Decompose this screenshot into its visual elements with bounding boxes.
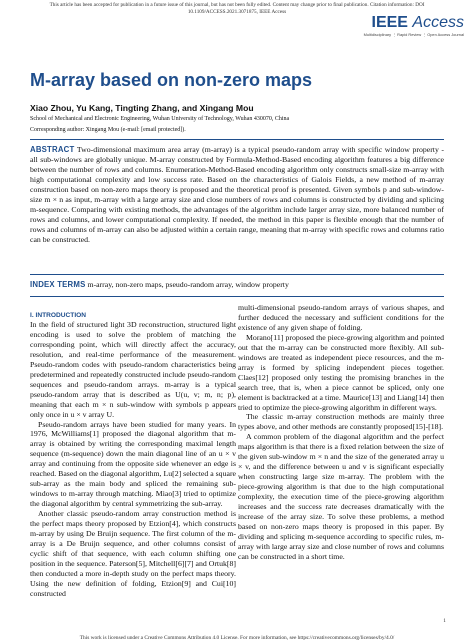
divider-top [30,139,444,140]
affiliation: School of Mechanical and Electronic Engineering, Wuhan University of Technology, Wuhan 430070, China [30,116,290,122]
divider-keywords [30,274,444,275]
abstract [30,145,444,245]
notice-line-1: This article has been accepted for publication in a future issue of this journal, but has not been fully edited. Content may change prior to final publication. Citation information: DOI [49,2,425,8]
paragraph: Morano[11] proposed the piece-growing algorithm and pointed out that the m-array can be constructed more flexibly. All sub-windows are treated as independent piece resources, and the m-array is formed by splicing independent pieces together. Claes[12] proposed only testing the promising branches in the search tree, that is, when a piece cannot be spliced, only one element is backtracked at a time. Maurice[13] and Liang[14] then tried to optimize the piece-growing algorithm in different ways. [238,332,444,412]
abstract-text: Two-dimensional maximum area array (m-array) is a typical pseudo-random array with specific window property - all sub-windows are globally unique. M-array constructed by Formula-Method-Based encoding algorithm features a big difference between the number of rows and columns. Enumeration-Method-Based encoding algorithm only constructs small-size m-array with high computational complexity and low success rate. Based on the characteristics of Galois Fields, a new method of m-array construction based on non-zero maps theory is proposed and the theoretical proof is presented. Given symbols p and sub-window-size m × n as input, m-array with a large array size and close numbers of rows and columns is constructed by dividing and splicing m-sequence. Comparing with existing methods, the advantages of the algorithm include larger array size, more balanced number of rows and columns, and lower computational complexity. If needed, the method in this paper is flexible enough that the number of rows and columns of m-array can also be adjusted within a certain range, meaning that m-array with specific rows and columns ratio can be constructed. [30,145,444,244]
index-terms-heading: INDEX TERMS [30,280,86,289]
ieee-access-wordmark [372,15,465,31]
corresponding-author: Corresponding author: Xingang Mou (e-mail: [email protected]). [30,127,186,133]
body-column-right [238,303,444,562]
paragraph: multi-dimensional pseudo-random arrays of various shapes, and further deduced the necessary and sufficient conditions for the existence of any given shape of folding. [238,303,444,332]
divider-body [30,296,444,297]
page-number: 1 [443,618,446,624]
paragraph: The classic m-array construction methods are mainly three types above, and other methods are constantly proposed[15]-[18]. [238,412,444,432]
journal-logo [314,15,464,37]
index-terms-text: m-array, non-zero maps, pseudo-random array, window property [87,280,289,289]
paragraph: Pseudo-random arrays have been studied for many years. In 1976, McWilliams[1] proposed the diagonal algorithm that m-array is obtained by writing the corresponding maximal length sequence (m-sequence) down the main diagonal line of an u × v array and continuing from the opposite side whenever an edge is reached. Based on the diagonal algorithm, Lu[2] selected a square sub-array as the main body and spliced the remaining sub-windows to m-array through matching. Miao[3] tried to optimize the diagonal algorithm by central symmetrizing the sub-array. [30,419,236,509]
paragraph: In the field of structured light 3D reconstruction, structured light encoding is used to solve the problem of matching the corresponding point, which will directly affect the accuracy, resolution, and real-time performance of the measurement. Pseudo-random codes with pseudo-random characteristics being predetermined and repeatedly constructed include pseudo-random sequences and pseudo-random arrays. m-array is a typical pseudo-random array that is described as U(u, v; m, n; p), meaning that each m × n sub-window with symbols p appears only once in u × v array U. [30,320,236,419]
paragraph: Another classic pseudo-random array construction method is the perfect maps theory proposed by Etzion[4], which constructs m-array by using De Bruijn sequence. The first column of the m-array is a De Bruijn sequence, and other columns consist of cyclic shift of that sequence, with each column shifting one position in the sequence. Paterson[5], Mitchell[6][7] and Ortuk[8] then conducted a more in-depth study on the perfect maps theory. Using the new definition of folding, Etzion[9] and Cui[10] constructed [30,509,236,598]
paragraph: A common problem of the diagonal algorithm and the perfect maps algorithm is that there is a fixed relation between the size of the given sub-window m × n and the size of the generated array u × v, and the difference between u and v is significant especially when constructing large size m-array. The problem with the piece-growing algorithm is that due to the high computational complexity, the execution time of the piece-growing algorithm increases and the success rate decreases dramatically with the increase of the array size. To solve these problems, a method based on non-zero maps theory is proposed in this paper. By dividing and splicing m-sequence according to specific rules, m-array with large array size and close number of rows and columns can be constructed in a short time. [238,432,444,561]
paper-title: M-array based on non-zero maps [30,70,313,90]
index-terms [30,280,444,290]
license-footer: This work is licensed under a Creative Commons Attribution 4.0 License. For more information, see https://creativecommons.org/licenses/by/4.0/ [79,635,395,641]
access-text: Access [412,14,464,31]
notice-line-2: 10.1109/ACCESS.2021.3071875, IEEE Access [187,8,287,15]
section-heading-introduction: I. INTRODUCTION [30,312,87,319]
abstract-heading: ABSTRACT [30,145,75,154]
author-list: Xiao Zhou, Yu Kang, Tingting Zhang, and Xingang Mou [30,103,254,113]
body-column-left [30,311,236,599]
ieee-text: IEEE [371,14,408,31]
journal-tagline: Multidisciplinary ⋮ Rapid Review ⋮ Open Access Journal [363,32,464,37]
